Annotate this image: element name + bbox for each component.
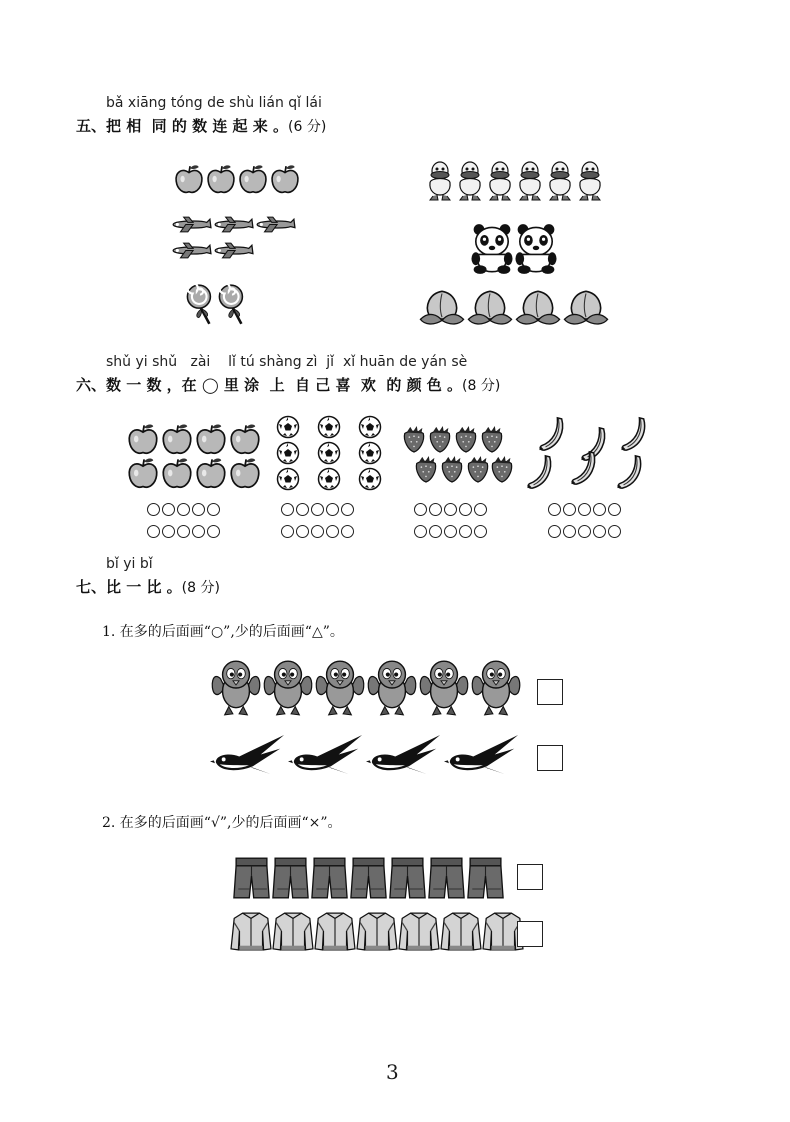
sparrow-icon xyxy=(210,656,262,718)
answer-circle[interactable] xyxy=(474,503,487,516)
airplane-group[interactable] xyxy=(170,214,298,266)
banana-icon xyxy=(538,415,566,453)
lollipop-group[interactable] xyxy=(185,282,249,328)
sparrow-row xyxy=(210,656,522,718)
shorts-icon xyxy=(427,856,466,900)
apple-icon xyxy=(194,422,228,456)
shorts-icon xyxy=(388,856,427,900)
answer-circle[interactable] xyxy=(311,525,324,538)
apple-icon xyxy=(269,163,301,195)
duck-icon xyxy=(455,158,485,204)
sparrow-icon xyxy=(470,656,522,718)
apple-icon xyxy=(228,456,262,490)
duck-group[interactable] xyxy=(425,158,605,204)
answer-circle[interactable] xyxy=(162,525,175,538)
strawberry-icon xyxy=(465,454,491,484)
duck-icon xyxy=(485,158,515,204)
answer-circle[interactable] xyxy=(192,503,205,516)
shorts-icon xyxy=(466,856,505,900)
soccer-ball-icon xyxy=(317,467,341,491)
strawberry-icon xyxy=(453,424,479,454)
panda-icon xyxy=(514,222,558,276)
banana-count-group xyxy=(524,415,650,495)
page-number: 3 xyxy=(386,1060,399,1084)
answer-circle[interactable] xyxy=(429,503,442,516)
answer-circles-bananas[interactable] xyxy=(547,501,622,542)
strawberry-count-group xyxy=(401,424,511,490)
answer-circle[interactable] xyxy=(192,525,205,538)
apple-count-group xyxy=(126,422,262,492)
soccer-ball-count-group xyxy=(276,415,386,493)
section6-title-text: 六、数 一 数 ，在 ◯ 里 涂 上 自 己 喜 欢 的 颜 色 。 xyxy=(76,376,463,394)
duck-icon xyxy=(545,158,575,204)
airplane-icon xyxy=(212,214,254,235)
answer-circle[interactable] xyxy=(341,503,354,516)
jacket-icon xyxy=(272,910,314,952)
answer-circle[interactable] xyxy=(296,525,309,538)
sparrow-icon xyxy=(314,656,366,718)
answer-circle[interactable] xyxy=(326,525,339,538)
answer-box-sparrows[interactable] xyxy=(537,679,563,705)
soccer-ball-icon xyxy=(358,441,382,465)
peach-group[interactable] xyxy=(418,287,610,328)
answer-circles-balls[interactable] xyxy=(280,501,355,542)
sparrow-icon xyxy=(262,656,314,718)
answer-circle[interactable] xyxy=(281,503,294,516)
apple-icon xyxy=(194,456,228,490)
lollipop-icon xyxy=(217,282,249,328)
panda-icon xyxy=(470,222,514,276)
section7-pinyin: bǐ yi bǐ xyxy=(106,556,153,572)
strawberry-icon xyxy=(489,454,515,484)
soccer-ball-icon xyxy=(276,441,300,465)
answer-circle[interactable] xyxy=(177,503,190,516)
peach-icon xyxy=(466,287,514,328)
shorts-icon xyxy=(349,856,388,900)
answer-circle[interactable] xyxy=(326,503,339,516)
section7-title-text: 七、比 一 比 。 xyxy=(76,578,182,596)
banana-icon xyxy=(526,453,554,491)
strawberry-icon xyxy=(439,454,465,484)
panda-group[interactable] xyxy=(470,222,558,276)
strawberry-icon xyxy=(413,454,439,484)
strawberry-icon xyxy=(427,424,453,454)
answer-box-shorts[interactable] xyxy=(517,864,543,890)
answer-circle[interactable] xyxy=(207,525,220,538)
answer-circle[interactable] xyxy=(563,503,576,516)
peach-icon xyxy=(418,287,466,328)
jacket-row xyxy=(230,910,524,952)
section6-pinyin: shǔ yi shǔ zài lǐ tú shàng zì jǐ xǐ huān de yán sè xyxy=(106,354,468,370)
soccer-ball-icon xyxy=(276,415,300,439)
swallow-icon xyxy=(366,733,444,776)
apple-group[interactable] xyxy=(173,163,301,195)
answer-circle[interactable] xyxy=(578,503,591,516)
answer-circle[interactable] xyxy=(281,525,294,538)
answer-circle[interactable] xyxy=(429,525,442,538)
strawberry-icon xyxy=(479,424,505,454)
jacket-icon xyxy=(398,910,440,952)
swallow-icon xyxy=(288,733,366,776)
soccer-ball-icon xyxy=(358,415,382,439)
soccer-ball-icon xyxy=(317,415,341,439)
lollipop-icon xyxy=(185,282,217,328)
banana-icon xyxy=(616,453,644,491)
banana-icon xyxy=(620,415,648,453)
airplane-icon xyxy=(170,240,212,261)
apple-icon xyxy=(126,422,160,456)
duck-icon xyxy=(515,158,545,204)
answer-box-jackets[interactable] xyxy=(517,921,543,947)
answer-circle[interactable] xyxy=(563,525,576,538)
answer-circle[interactable] xyxy=(341,525,354,538)
answer-circle[interactable] xyxy=(207,503,220,516)
answer-circle[interactable] xyxy=(608,525,621,538)
peach-icon xyxy=(562,287,610,328)
jacket-icon xyxy=(440,910,482,952)
shorts-icon xyxy=(232,856,271,900)
answer-circle[interactable] xyxy=(459,525,472,538)
sparrow-icon xyxy=(366,656,418,718)
answer-circle[interactable] xyxy=(444,503,457,516)
answer-circle[interactable] xyxy=(578,525,591,538)
soccer-ball-icon xyxy=(276,467,300,491)
section6-title xyxy=(76,374,500,395)
apple-icon xyxy=(126,456,160,490)
shorts-icon xyxy=(271,856,310,900)
section7-title xyxy=(76,576,220,597)
answer-circle[interactable] xyxy=(147,525,160,538)
answer-circle[interactable] xyxy=(459,503,472,516)
answer-circle[interactable] xyxy=(548,503,561,516)
airplane-icon xyxy=(212,240,254,261)
answer-circle[interactable] xyxy=(162,503,175,516)
answer-circle[interactable] xyxy=(444,525,457,538)
shorts-icon xyxy=(310,856,349,900)
duck-icon xyxy=(575,158,605,204)
answer-circle[interactable] xyxy=(608,503,621,516)
section7-points: (8 分) xyxy=(181,580,220,596)
answer-circles-apples[interactable] xyxy=(146,501,221,542)
swallow-icon xyxy=(210,733,288,776)
section6-points: (8 分) xyxy=(462,378,501,394)
apple-icon xyxy=(160,456,194,490)
answer-circle[interactable] xyxy=(147,503,160,516)
apple-icon xyxy=(173,163,205,195)
duck-icon xyxy=(425,158,455,204)
jacket-icon xyxy=(314,910,356,952)
strawberry-icon xyxy=(401,424,427,454)
question-2-text: 2. 在多的后面画“√”,少的后面画“×”。 xyxy=(102,815,342,831)
peach-icon xyxy=(514,287,562,328)
answer-box-swallows[interactable] xyxy=(537,745,563,771)
banana-icon xyxy=(570,449,598,487)
section5-points: (6 分) xyxy=(288,119,327,135)
answer-circle[interactable] xyxy=(296,503,309,516)
answer-circle[interactable] xyxy=(311,503,324,516)
apple-icon xyxy=(205,163,237,195)
apple-icon xyxy=(237,163,269,195)
sparrow-icon xyxy=(418,656,470,718)
answer-circle[interactable] xyxy=(474,525,487,538)
jacket-icon xyxy=(230,910,272,952)
section5-title xyxy=(76,115,326,136)
apple-icon xyxy=(228,422,262,456)
soccer-ball-icon xyxy=(358,467,382,491)
answer-circle[interactable] xyxy=(593,503,606,516)
answer-circle[interactable] xyxy=(414,503,427,516)
answer-circles-strawberries[interactable] xyxy=(413,501,488,542)
section5-pinyin: bǎ xiāng tóng de shù lián qǐ lái xyxy=(106,95,322,111)
answer-circle[interactable] xyxy=(548,525,561,538)
question-1-text: 1. 在多的后面画“○”,少的后面画“△”。 xyxy=(102,624,344,640)
jacket-icon xyxy=(356,910,398,952)
answer-circle[interactable] xyxy=(177,525,190,538)
answer-circle[interactable] xyxy=(414,525,427,538)
airplane-icon xyxy=(254,214,296,235)
answer-circle[interactable] xyxy=(593,525,606,538)
section5-title-text: 五、把 相 同 的 数 连 起 来 。 xyxy=(76,117,289,135)
apple-icon xyxy=(160,422,194,456)
soccer-ball-icon xyxy=(317,441,341,465)
airplane-icon xyxy=(170,214,212,235)
shorts-row xyxy=(232,856,505,900)
swallow-row xyxy=(210,733,522,776)
swallow-icon xyxy=(444,733,522,776)
